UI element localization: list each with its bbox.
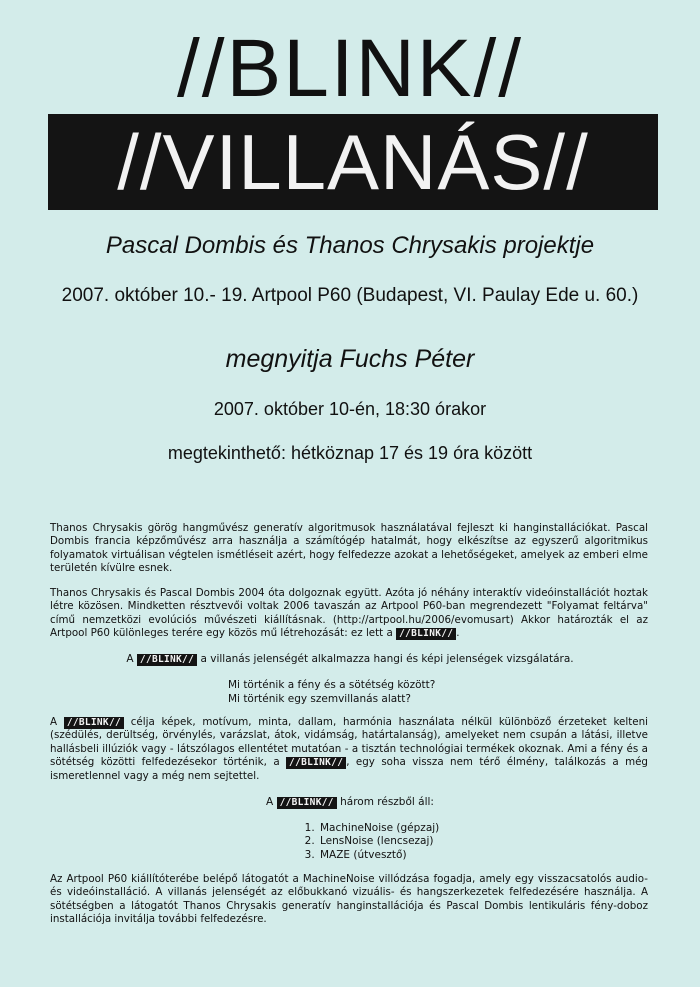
parts-intro: [0, 796, 700, 809]
questions: [228, 678, 435, 706]
list-item: 3. MAZE (útvesztő): [318, 849, 439, 862]
parts-intro-pre: A: [266, 796, 274, 808]
paragraph-2: [50, 587, 648, 641]
question-2: Mi történik egy szemvillanás alatt?: [228, 693, 411, 705]
paragraph-4: [50, 716, 648, 783]
paragraph-3: [0, 653, 700, 666]
blink-tag: //BLINK//: [396, 628, 456, 640]
paragraph-1: Thanos Chrysakis görög hangművész generatív algoritmusok használatával fejleszt ki hanginstallációkat. Pascal Dombis francia képzőművész arra használja a számítógép hatalmát, hogy elkészítse az egyszerű algoritmikus folyamatok virtuálisan végtelen ismétléseit azért, hogy felfedezze azokat a lehetőségeket, amelyek az emberi elme területén kívülre esnek.: [50, 522, 648, 575]
list-item: 1. MachineNoise (gépzaj): [318, 822, 439, 835]
opening-line: 2007. október 10-én, 18:30 órakor: [213, 399, 487, 419]
paragraph-4-post: , egy soha vissza nem térő élmény, találkozás a még ismeretlennel vagy a még nem sejtettel.: [50, 756, 648, 782]
project-line: Pascal Dombis és Thanos Chrysakis projektje: [105, 232, 595, 259]
opener-line: megnyitja Fuchs Péter: [225, 345, 475, 373]
dates-line: 2007. október 10.- 19. Artpool P60 (Budapest, VI. Paulay Ede u. 60.): [61, 285, 639, 306]
poster-subtitle: //VILLANÁS//: [117, 118, 589, 206]
question-1: Mi történik a fény és a sötétség között?: [228, 679, 436, 691]
blink-tag: //BLINK//: [277, 797, 337, 809]
paragraph-4-mid: célja képek, motívum, minta, dallam, harmónia használata nélkül különböző érzeteket kelteni (szédülés, derültség, örvénylés, varázslat, átok, vidámság, határtalanság), amelyeket nem csupán a látási, illetve hallásbeli illúziók vagy - látszólagos ellentétet mutatóan - a tisztán technológiai termékek okoznak. Ami a fény és a sötétség közötti felfedezésekor történik, a: [50, 716, 648, 769]
parts-list: [300, 822, 439, 862]
viewing-line: megtekinthető: hétköznap 17 és 19 óra között: [167, 443, 533, 463]
paragraph-2-text: Thanos Chrysakis és Pascal Dombis 2004 óta dolgoznak együtt. Azóta jó néhány interaktív videóinstallációt hoztak létre közösen. Mindketten résztvevői voltak 2006 tavaszán az Artpool P60-ban megrendezett "Folyamat feltárva" című nemzetközi evolúciós művészeti kiállításnak. (http://artpool.hu/2006/evomusart) Akkor határozták el az Artpool P60 különleges terére egy közös mű létrehozását: ez lett a: [50, 587, 648, 640]
blink-tag: //BLINK//: [286, 757, 346, 769]
paragraph-5: Az Artpool P60 kiállítóterébe belépő látogatót a MachineNoise villódzása fogadja, amely egy visszacsatolós audio- és videóinstalláció. A villanás jelenségét az előbukkanó vizuális- és hangszerkezetek felfedezésére használja. A sötétségben a látogatót Thanos Chrysakis generatív hanginstallációja és Pascal Dombis lentikuláris fény-doboz installációja invitálja további felfedezésre.: [50, 873, 648, 926]
paragraph-2-end: .: [456, 627, 460, 640]
parts-intro-post: három részből áll:: [340, 796, 434, 808]
blink-tag: //BLINK//: [137, 654, 197, 666]
paragraph-3-pre: A: [126, 653, 134, 665]
paragraph-4-pre: A: [50, 716, 58, 728]
poster-title: //BLINK//: [176, 23, 524, 114]
list-item: 2. LensNoise (lencsezaj): [318, 835, 439, 848]
paragraph-3-post: a villanás jelenségét alkalmazza hangi és képi jelenségek vizsgálatára.: [200, 653, 574, 665]
blink-tag: //BLINK//: [64, 717, 124, 729]
